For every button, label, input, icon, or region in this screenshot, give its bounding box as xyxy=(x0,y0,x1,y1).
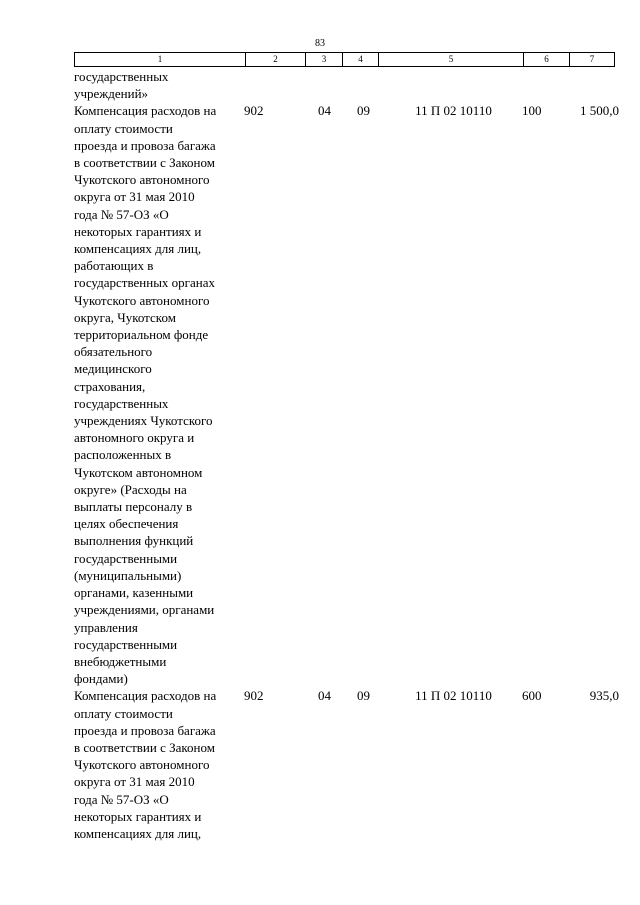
row-target-article xyxy=(377,68,522,102)
row-description: государственных учреждений» xyxy=(74,69,169,102)
row-amount: 1 500,0 xyxy=(580,103,619,119)
row-section: 04 xyxy=(318,103,331,119)
row-description: Компенсация расходов на оплату стоимости проезда и провоза багажа в соответствии с Законом Чукотского автономного округа от 31 мая 2010 года № 57-ОЗ «О некоторых гарантиях и компенсациях для лиц, xyxy=(74,688,217,841)
table-row xyxy=(74,68,619,102)
header-col-5: 5 xyxy=(378,53,523,66)
header-col-2: 2 xyxy=(245,53,305,66)
row-amount: 935,0 xyxy=(589,688,619,704)
row-ministry-code: 902 xyxy=(244,688,264,704)
budget-table xyxy=(74,68,619,842)
row-amount xyxy=(568,68,619,102)
row-ministry-code xyxy=(244,68,304,102)
header-col-1: 1 xyxy=(157,54,163,64)
row-target-article: 11 П 02 10110 xyxy=(415,688,492,704)
row-section: 04 xyxy=(318,688,331,704)
row-subsection: 09 xyxy=(357,688,370,704)
row-subsection xyxy=(341,68,377,102)
row-expense-type: 100 xyxy=(522,103,542,119)
row-expense-type: 600 xyxy=(522,688,542,704)
table-row xyxy=(74,687,619,842)
row-expense-type xyxy=(522,68,568,102)
row-description: Компенсация расходов на оплату стоимости проезда и провоза багажа в соответствии с Законом Чукотского автономного округа от 31 мая 2010 года № 57-ОЗ «О некоторых гарантиях и компенсациях для лиц, работающих в государственных органах Чукотского автономного округа, Чукотском территориальном фонде обязательного медицинского страхования, государственных учреждениях Чукотского автономного округа и расположенных в Чукотском автономном округе» (Расходы на выплаты персоналу в целях обеспечения выполнения функций государственными (муниципальными) органами, казенными учреждениями, органами управления государственными внебюджетными фондами) xyxy=(74,103,217,687)
table-row xyxy=(74,102,619,687)
header-col-7: 7 xyxy=(569,53,614,66)
header-col-6: 6 xyxy=(523,53,569,66)
page-number: 83 xyxy=(315,38,325,49)
row-subsection: 09 xyxy=(357,103,370,119)
header-col-4: 4 xyxy=(342,53,378,66)
header-col-3: 3 xyxy=(305,53,342,66)
row-target-article: 11 П 02 10110 xyxy=(415,103,492,119)
row-section xyxy=(304,68,341,102)
row-ministry-code: 902 xyxy=(244,103,264,119)
table-header xyxy=(74,52,615,67)
